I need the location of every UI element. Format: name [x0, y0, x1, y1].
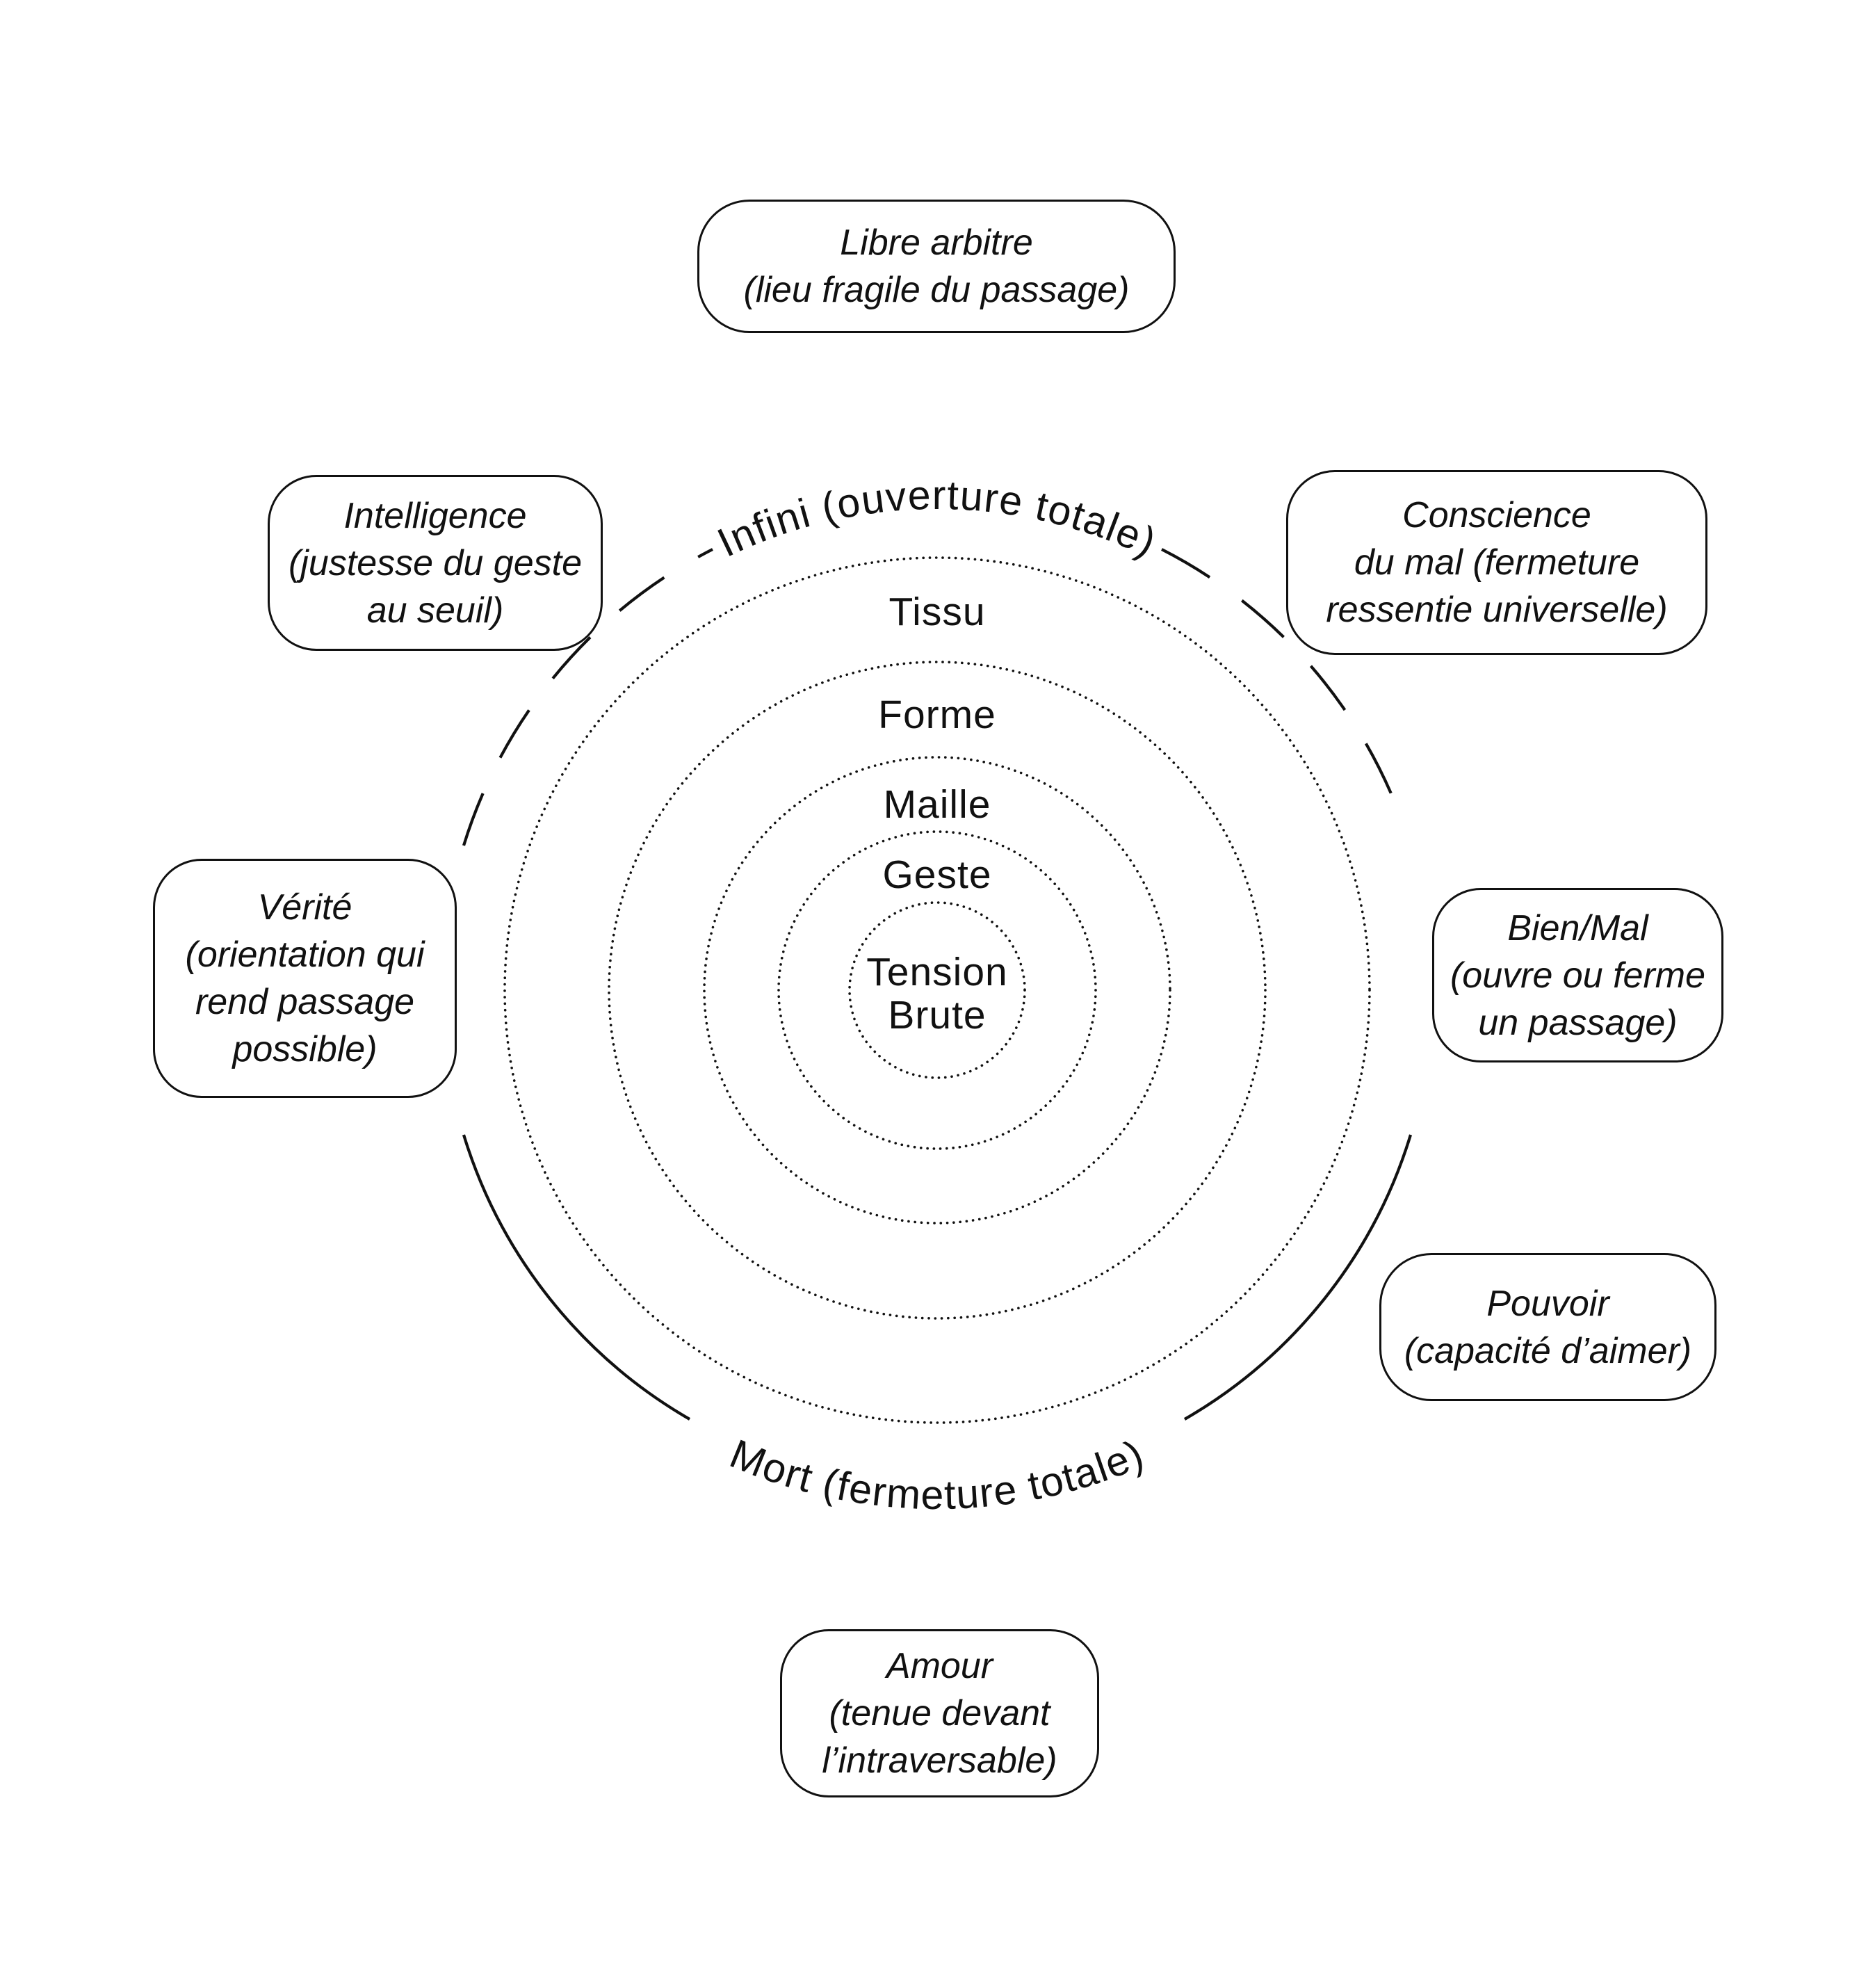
callout-verite-line-3: rend passage [195, 982, 415, 1022]
callout-conscience-line-3: ressentie universelle) [1326, 590, 1668, 630]
callout-libre-arbitre-line-1: Libre arbitre [840, 223, 1033, 263]
callout-bien-mal-line-1: Bien/Mal [1507, 907, 1648, 948]
callout-conscience-du-mal [1286, 470, 1707, 655]
callout-verite-line-4: possible) [232, 1029, 378, 1069]
mort-arc-label [724, 1430, 1151, 1518]
ring-label-geste: Geste [882, 852, 992, 897]
callout-pouvoir-line-1: Pouvoir [1486, 1283, 1609, 1324]
center-label-line2: Brute [888, 993, 987, 1037]
callout-verite-line-1: Vérité [257, 887, 352, 928]
callout-bien-mal-line-3: un passage) [1478, 1002, 1678, 1043]
callout-bien-mal-line-2: (ouvre ou ferme [1450, 955, 1706, 996]
callout-verite [153, 859, 457, 1098]
callout-amour-line-2: (tenue devant [829, 1693, 1050, 1734]
mort-solid-arc-left [464, 1135, 690, 1419]
callout-intelligence-line-1: Intelligence [343, 495, 527, 536]
center-label-line1: Tension [866, 950, 1008, 994]
callout-amour-line-1: Amour [886, 1646, 993, 1686]
ring-label-forme: Forme [878, 693, 996, 737]
callout-libre-arbitre-line-2: (lieu fragile du passage) [743, 270, 1130, 310]
callout-bien-mal [1432, 888, 1723, 1062]
infini-arc-label-text: Infini (ouverture totale) [710, 471, 1164, 566]
callout-intelligence-line-2: (justesse du geste [288, 542, 583, 583]
ring-label-maille: Maille [883, 782, 991, 827]
ring-label-tissu: Tissu [888, 590, 986, 634]
callout-verite-line-2: (orientation qui [185, 935, 425, 975]
callout-pouvoir [1379, 1253, 1716, 1401]
callout-pouvoir-line-2: (capacité d’aimer) [1404, 1330, 1692, 1371]
callout-amour-line-3: l’intraversable) [822, 1740, 1057, 1781]
infini-arc-label [711, 472, 1164, 566]
mort-solid-arc-right [1185, 1135, 1411, 1419]
callout-intelligence [268, 475, 603, 651]
callout-conscience-line-1: Conscience [1402, 495, 1591, 535]
callout-amour [780, 1629, 1099, 1797]
mort-arc-label-text: Mort (fermeture totale) [724, 1430, 1151, 1519]
callout-intelligence-line-3: au seuil) [366, 590, 504, 631]
callout-libre-arbitre [697, 200, 1176, 333]
callout-conscience-line-2: du mal (fermeture [1354, 542, 1640, 583]
